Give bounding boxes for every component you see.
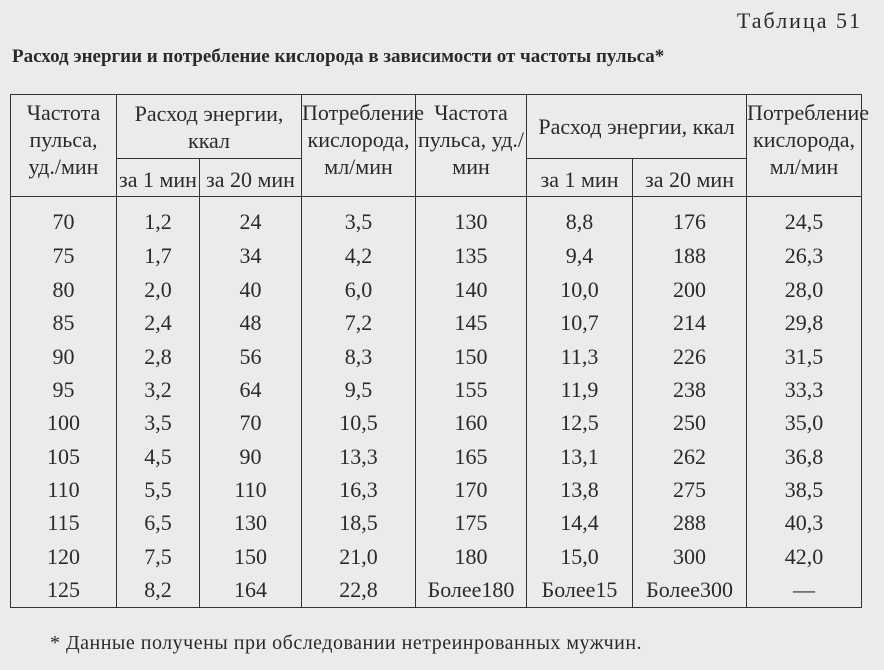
table-cell: 40 — [200, 273, 302, 306]
table-cell: 16,3 — [302, 473, 416, 506]
table-cell: 24,5 — [747, 196, 862, 239]
data-table — [10, 94, 869, 608]
table-cell: 38,5 — [747, 473, 862, 506]
table-cell: 10,7 — [527, 306, 633, 339]
table-cell: 150 — [416, 340, 527, 373]
table-cell: 28,0 — [747, 273, 862, 306]
table-cell: 90 — [200, 440, 302, 473]
table-cell: Более300 — [633, 573, 747, 607]
table-cell: 170 — [416, 473, 527, 506]
table-cell: 42,0 — [747, 540, 862, 573]
table-cell: 6,0 — [302, 273, 416, 306]
table-cell: 29,8 — [747, 306, 862, 339]
table-cell: Более15 — [527, 573, 633, 607]
table-cell: 11,3 — [527, 340, 633, 373]
table-cell: 13,3 — [302, 440, 416, 473]
table-cell: 130 — [416, 196, 527, 239]
table-cell: 40,3 — [747, 507, 862, 540]
table-cell: 3,5 — [302, 196, 416, 239]
header-per-20-min-right: за 20 мин — [633, 159, 747, 196]
table-cell: 24 — [200, 196, 302, 239]
table-row — [11, 273, 862, 306]
table-cell: 75 — [11, 240, 117, 273]
table-cell: 13,8 — [527, 473, 633, 506]
table-row — [11, 196, 862, 239]
header-pulse-right: Частота пульса, уд./мин — [416, 95, 527, 197]
table-row — [11, 573, 862, 607]
table-cell: 18,5 — [302, 507, 416, 540]
table-cell: 100 — [11, 407, 117, 440]
header-per-20-min-left: за 20 мин — [200, 159, 302, 196]
table-cell: 31,5 — [747, 340, 862, 373]
table-cell: 2,4 — [117, 306, 200, 339]
table-cell: 1,2 — [117, 196, 200, 239]
table-cell: 36,8 — [747, 440, 862, 473]
footnote: * Данные получены при обследовании нетреинрованных мужчин. — [50, 632, 643, 654]
table-cell: 34 — [200, 240, 302, 273]
table-cell: 238 — [633, 373, 747, 406]
table-cell: 8,8 — [527, 196, 633, 239]
table-cell: 12,5 — [527, 407, 633, 440]
table-cell: 90 — [11, 340, 117, 373]
table-row — [11, 306, 862, 339]
table-cell: 110 — [200, 473, 302, 506]
table-cell: 21,0 — [302, 540, 416, 573]
table-row — [11, 407, 862, 440]
table-cell: 11,9 — [527, 373, 633, 406]
table-cell: 48 — [200, 306, 302, 339]
table-caption: Расход энергии и потребление кислорода в зависимости от частоты пульса* — [12, 46, 665, 67]
table-cell: 22,8 — [302, 573, 416, 607]
table-number: Таблица 51 — [736, 8, 862, 33]
table-cell: 5,5 — [117, 473, 200, 506]
table-cell: 8,2 — [117, 573, 200, 607]
table-cell: 115 — [11, 507, 117, 540]
table-cell: 33,3 — [747, 373, 862, 406]
table-cell: 2,0 — [117, 273, 200, 306]
table-cell: 145 — [416, 306, 527, 339]
table-cell: 135 — [416, 240, 527, 273]
table-cell: 7,2 — [302, 306, 416, 339]
table-cell: 13,1 — [527, 440, 633, 473]
header-oxygen-left: Потребление кислорода, мл/мин — [302, 95, 416, 197]
header-per-1-min-right: за 1 мин — [527, 159, 633, 196]
table-cell: 4,2 — [302, 240, 416, 273]
table-row — [11, 373, 862, 406]
table-row — [11, 473, 862, 506]
table-cell: 10,0 — [527, 273, 633, 306]
table-cell: 180 — [416, 540, 527, 573]
table-cell: 4,5 — [117, 440, 200, 473]
table-cell: 150 — [200, 540, 302, 573]
table-cell: 9,4 — [527, 240, 633, 273]
table-cell: 9,5 — [302, 373, 416, 406]
table-cell: 70 — [200, 407, 302, 440]
table-cell: 120 — [11, 540, 117, 573]
table-cell: 26,3 — [747, 240, 862, 273]
table-cell: 130 — [200, 507, 302, 540]
table-cell: 56 — [200, 340, 302, 373]
table-row — [11, 340, 862, 373]
table-cell: 10,5 — [302, 407, 416, 440]
header-oxygen-right: Потребление кислорода, мл/мин — [747, 95, 862, 197]
table-cell: 275 — [633, 473, 747, 506]
table-row — [11, 507, 862, 540]
table-cell: 85 — [11, 306, 117, 339]
table-cell: 165 — [416, 440, 527, 473]
table-cell: 125 — [11, 573, 117, 607]
table-cell: 262 — [633, 440, 747, 473]
table-cell: 226 — [633, 340, 747, 373]
table-cell: 214 — [633, 306, 747, 339]
table-cell: — — [747, 573, 862, 607]
table-cell: 64 — [200, 373, 302, 406]
header-energy-right: Расход энергии, ккал — [527, 95, 747, 159]
table-cell: 1,7 — [117, 240, 200, 273]
table-cell: 200 — [633, 273, 747, 306]
table-row — [11, 540, 862, 573]
header-per-1-min-left: за 1 мин — [117, 159, 200, 196]
table-cell: 140 — [416, 273, 527, 306]
table-cell: 105 — [11, 440, 117, 473]
table-cell: 2,8 — [117, 340, 200, 373]
table-cell: 164 — [200, 573, 302, 607]
table-cell: 188 — [633, 240, 747, 273]
header-energy-left: Расход энергии, ккал — [117, 95, 302, 159]
table-cell: 3,5 — [117, 407, 200, 440]
table-cell: 288 — [633, 507, 747, 540]
table-cell: 176 — [633, 196, 747, 239]
table-cell: 70 — [11, 196, 117, 239]
table-cell: 175 — [416, 507, 527, 540]
table-cell: Более180 — [416, 573, 527, 607]
table-cell: 14,4 — [527, 507, 633, 540]
header-pulse-left: Частота пульса, уд./мин — [11, 95, 117, 197]
table-cell: 250 — [633, 407, 747, 440]
table-cell: 80 — [11, 273, 117, 306]
table-row — [11, 240, 862, 273]
table-cell: 155 — [416, 373, 527, 406]
table-cell: 15,0 — [527, 540, 633, 573]
table-cell: 8,3 — [302, 340, 416, 373]
table-cell: 300 — [633, 540, 747, 573]
table-cell: 160 — [416, 407, 527, 440]
table-cell: 7,5 — [117, 540, 200, 573]
table-cell: 95 — [11, 373, 117, 406]
table-cell: 6,5 — [117, 507, 200, 540]
table-cell: 35,0 — [747, 407, 862, 440]
table-cell: 3,2 — [117, 373, 200, 406]
table-row — [11, 440, 862, 473]
table-cell: 110 — [11, 473, 117, 506]
